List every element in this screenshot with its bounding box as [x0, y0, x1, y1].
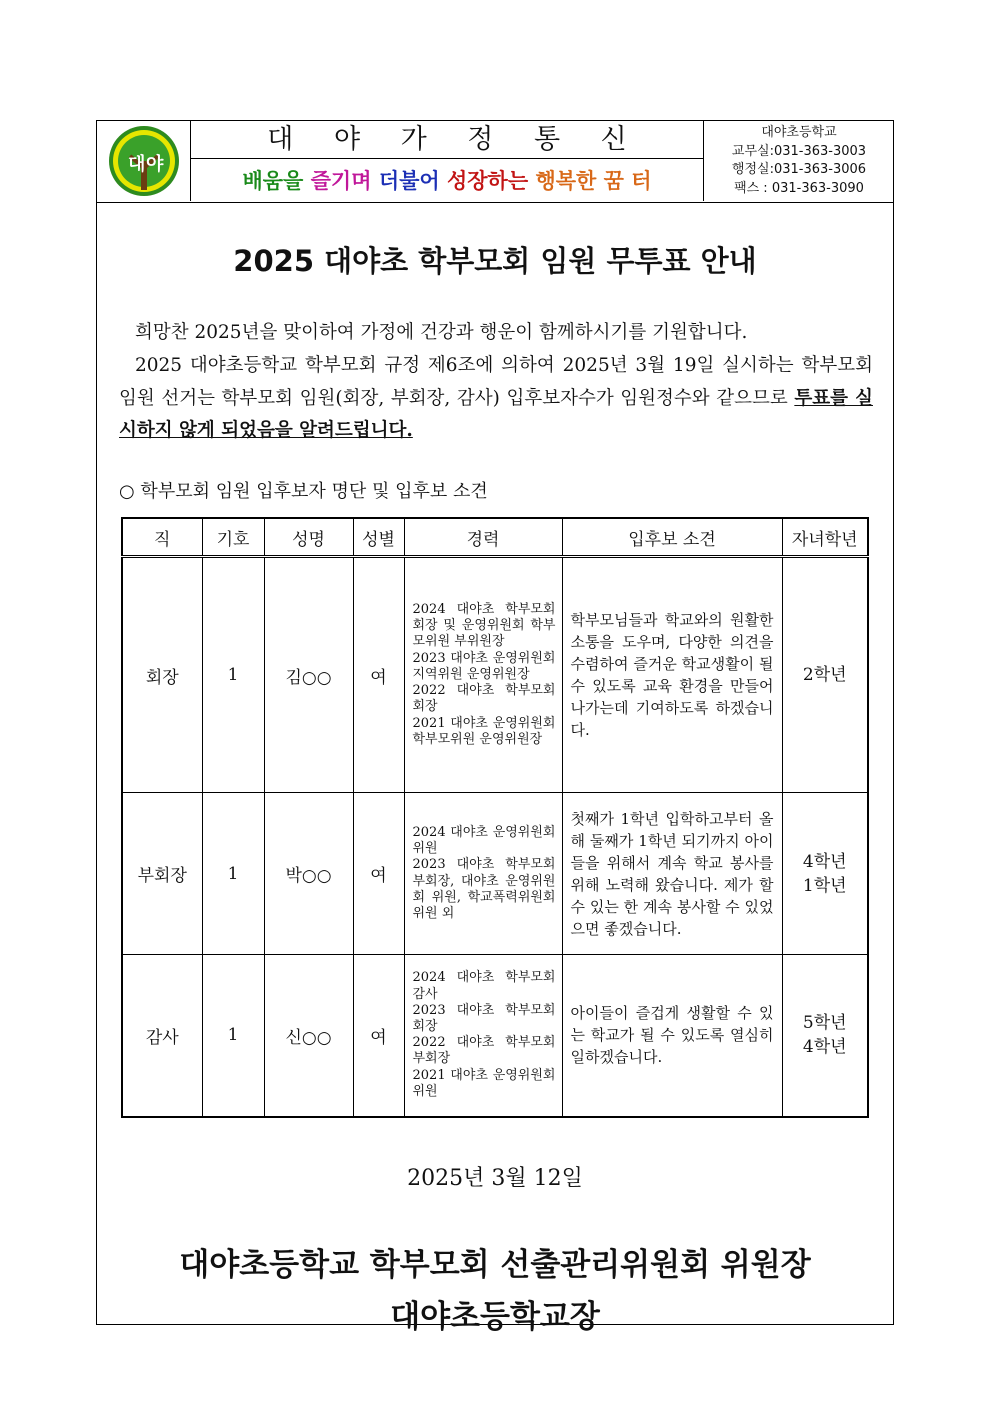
- career-item: 2024 대야초 학부모회 감사: [412, 970, 556, 1002]
- school-contact: [704, 121, 894, 201]
- column-header: 경력: [404, 518, 562, 557]
- pledge-text: 아이들이 즐겁게 생활할 수 있는 학교가 될 수 있도록 열심히 일하겠습니다.: [570, 1004, 774, 1067]
- greeting-text: 희망찬 2025년을 맞이하여 가정에 건강과 행운이 함께하시기를 기원합니다.: [135, 322, 748, 343]
- logo-cell: [97, 121, 191, 201]
- name-cell: 김○○: [264, 557, 353, 793]
- number-cell: 1: [202, 955, 264, 1117]
- signature-principal: 대야초등학교장: [390, 1299, 600, 1335]
- career-item: 2023 대야초 학부모회 부회장, 대야초 운영위원회 위원, 학교폭력위원회 위원 외: [412, 857, 556, 921]
- career-cell: [404, 557, 562, 793]
- svg-text:야: 야: [146, 154, 164, 175]
- column-header: 직: [122, 518, 202, 557]
- career-item: 2021 대야초 운영위원회 위원: [412, 1067, 556, 1099]
- pledge-cell: [562, 557, 782, 793]
- motto-word: 더불어: [378, 169, 440, 193]
- newsletter-motto: [191, 163, 703, 199]
- grade-cell: [782, 793, 868, 955]
- contact-line: 팩스 : 031-363-3090: [734, 180, 864, 196]
- motto-word: 성장하는: [446, 169, 529, 193]
- newsletter-title: 대 야 가 정 통 신: [191, 121, 703, 159]
- table-row: [122, 793, 868, 955]
- name-cell: 신○○: [264, 955, 353, 1117]
- title-cell: [191, 121, 704, 201]
- grade-item: 2학년: [802, 665, 847, 685]
- grade-item: 1학년: [802, 875, 847, 896]
- motto-word: 배움을: [242, 169, 304, 193]
- table-header-row: [122, 518, 868, 557]
- notice-emphasis: 투표를 실시하지 않게 되었음을 알려드립니다.: [119, 387, 873, 441]
- column-header: 성별: [353, 518, 404, 557]
- position-cell: 감사: [122, 955, 202, 1117]
- column-header: 기호: [202, 518, 264, 557]
- pledge-cell: [562, 793, 782, 955]
- name-cell: 박○○: [264, 793, 353, 955]
- table-row: [122, 955, 868, 1117]
- grade-item: 4학년: [802, 1037, 847, 1058]
- column-header: 자녀학년: [782, 518, 868, 557]
- career-cell: [404, 793, 562, 955]
- candidate-table: [121, 517, 869, 1118]
- motto-word: 행복한 꿈 터: [535, 169, 652, 193]
- career-item: 2023 대야초 학부모회 회장: [412, 1002, 556, 1035]
- svg-text:대: 대: [128, 154, 146, 175]
- gender-cell: 여: [353, 557, 404, 793]
- number-cell: 1: [202, 557, 264, 793]
- career-item: 2022 대야초 학부모회 부회장: [412, 1035, 556, 1067]
- grade-cell: [782, 955, 868, 1117]
- table-row: [122, 557, 868, 793]
- contact-line: 행정실:031-363-3006: [731, 162, 867, 177]
- column-header: 성명: [264, 518, 353, 557]
- greeting-paragraph: [119, 317, 873, 350]
- issue-date: 2025년 3월 12일: [407, 1166, 583, 1191]
- career-item: 2021 대야초 운영위원회 학부모위원 운영위원장: [412, 715, 556, 747]
- gender-cell: 여: [353, 793, 404, 955]
- newsletter-frame: [96, 120, 894, 1335]
- motto-word: 즐기며: [310, 169, 372, 193]
- career-item: 2022 대야초 학부모회 회장: [412, 683, 556, 715]
- grade-cell: [782, 557, 868, 793]
- newsletter-header: [97, 121, 893, 203]
- career-cell: [404, 955, 562, 1117]
- number-cell: 1: [202, 793, 264, 955]
- grade-item: 4학년: [802, 851, 847, 872]
- position-cell: 회장: [122, 557, 202, 793]
- career-item: 2024 대야초 학부모회 회장 및 운영위원회 학부모위원 부위원장: [412, 602, 556, 650]
- school-name: 대야초등학교: [761, 125, 837, 140]
- notice-paragraph: [119, 350, 873, 448]
- signature-committee-chair: 대야초등학교 학부모회 선출관리위원회 위원장: [179, 1247, 811, 1283]
- career-item: 2023 대야초 운영위원회 지역위원 운영위원장: [412, 650, 556, 682]
- gender-cell: 여: [353, 955, 404, 1117]
- position-cell: 부회장: [122, 793, 202, 955]
- column-header: 입후보 소견: [562, 518, 782, 557]
- contact-line: 교무실:031-363-3003: [731, 143, 867, 159]
- pledge-text: 학부모님들과 학교와의 원활한 소통을 도우며, 다양한 의견을 수렴하여 즐거운 학교생활이 될 수 있도록 교육 환경을 만들어 나가는데 기여하도록 하겠습니다.: [570, 611, 774, 739]
- notice-text: 2025 대야초등학교 학부모회 규정 제6조에 의하여 2025년 3월 19일 실시하는 학부모회 임원 선거는 학부모회 임원(회장, 부회장, 감사) 입후보자수가 임원정수와 같으므로: [119, 355, 873, 409]
- document-title: 2025 대야초 학부모회 임원 무투표 안내: [233, 244, 757, 278]
- pledge-text: 첫째가 1학년 입학하고부터 올해 둘째가 1학년 되기까지 아이들을 위해서 계속 학교 봉사를 위해 노력해 왔습니다. 제가 할 수 있는 한 계속 봉사할 수 있었으면 좋겠습니다.: [570, 809, 774, 938]
- grade-item: 5학년: [802, 1013, 847, 1034]
- pledge-cell: [562, 955, 782, 1117]
- career-item: 2024 대야초 운영위원회 위원: [412, 824, 556, 857]
- school-logo: [100, 124, 188, 198]
- section-title: ○ 학부모회 임원 입후보자 명단 및 입후보 소견: [119, 481, 488, 502]
